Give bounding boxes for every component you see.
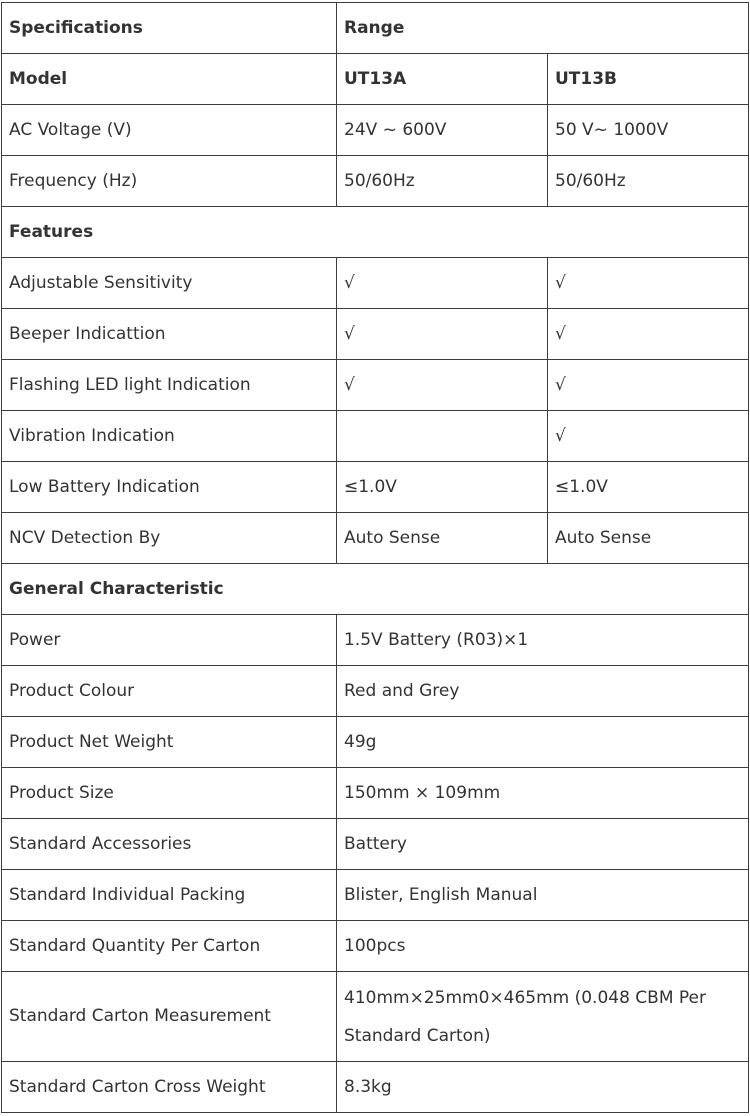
- table-row-label: Features: [2, 207, 749, 258]
- table-cell: Blister, English Manual: [337, 870, 749, 921]
- table-cell: ≤1.0V: [548, 462, 749, 513]
- table-cell: √: [548, 309, 749, 360]
- table-row-label: Low Battery Indication: [2, 462, 337, 513]
- table-cell: Red and Grey: [337, 666, 749, 717]
- table-cell: 410mm×25mm0×465mm (0.048 CBM Per Standard Carton): [337, 972, 749, 1062]
- table-row-label: Flashing LED light Indication: [2, 360, 337, 411]
- table-row-label: NCV Detection By: [2, 513, 337, 564]
- table-cell: √: [548, 411, 749, 462]
- table-row: [2, 972, 749, 1062]
- table-cell: [337, 411, 548, 462]
- table-cell: 24V ~ 600V: [337, 105, 548, 156]
- table-row-label: Power: [2, 615, 337, 666]
- table-row: [2, 3, 749, 54]
- table-cell: √: [548, 360, 749, 411]
- table-cell: √: [548, 258, 749, 309]
- table-cell: 50/60Hz: [548, 156, 749, 207]
- table-row: [2, 870, 749, 921]
- table-cell: 50 V~ 1000V: [548, 105, 749, 156]
- table-cell: √: [337, 309, 548, 360]
- table-row: [2, 666, 749, 717]
- table-cell: 100pcs: [337, 921, 749, 972]
- table-row-label: Product Net Weight: [2, 717, 337, 768]
- table-row-label: Standard Quantity Per Carton: [2, 921, 337, 972]
- table-row: [2, 54, 749, 105]
- spec-table-body: [2, 3, 749, 1113]
- table-row: [2, 1062, 749, 1113]
- table-row: [2, 768, 749, 819]
- table-row: [2, 513, 749, 564]
- table-row: [2, 564, 749, 615]
- table-row: [2, 819, 749, 870]
- table-row-label: Vibration Indication: [2, 411, 337, 462]
- table-row: [2, 156, 749, 207]
- table-cell: 50/60Hz: [337, 156, 548, 207]
- table-row-label: Standard Carton Measurement: [2, 972, 337, 1062]
- table-row-label: Product Colour: [2, 666, 337, 717]
- table-row: [2, 360, 749, 411]
- table-cell: 8.3kg: [337, 1062, 749, 1113]
- table-row-label: Adjustable Sensitivity: [2, 258, 337, 309]
- table-row-label: Frequency (Hz): [2, 156, 337, 207]
- table-row-label: Product Size: [2, 768, 337, 819]
- table-row-label: Standard Carton Cross Weight: [2, 1062, 337, 1113]
- table-row: [2, 207, 749, 258]
- table-cell: 150mm × 109mm: [337, 768, 749, 819]
- table-row-label: Standard Accessories: [2, 819, 337, 870]
- table-cell: Auto Sense: [337, 513, 548, 564]
- table-cell: Battery: [337, 819, 749, 870]
- table-row-label: Model: [2, 54, 337, 105]
- table-row: [2, 309, 749, 360]
- table-row: [2, 717, 749, 768]
- table-cell: Range: [337, 3, 749, 54]
- table-row-label: AC Voltage (V): [2, 105, 337, 156]
- table-cell: √: [337, 360, 548, 411]
- table-row: [2, 105, 749, 156]
- table-cell: UT13A: [337, 54, 548, 105]
- table-row: [2, 258, 749, 309]
- table-row-label: Standard Individual Packing: [2, 870, 337, 921]
- table-cell: Auto Sense: [548, 513, 749, 564]
- table-cell: UT13B: [548, 54, 749, 105]
- table-row-label: Beeper Indicattion: [2, 309, 337, 360]
- table-cell: ≤1.0V: [337, 462, 548, 513]
- table-row-label: Specifications: [2, 3, 337, 54]
- table-row-label: General Characteristic: [2, 564, 749, 615]
- spec-table: [1, 2, 749, 1113]
- table-row: [2, 411, 749, 462]
- table-cell: 1.5V Battery (R03)×1: [337, 615, 749, 666]
- table-cell: 49g: [337, 717, 749, 768]
- table-cell: √: [337, 258, 548, 309]
- table-row: [2, 921, 749, 972]
- table-row: [2, 462, 749, 513]
- table-row: [2, 615, 749, 666]
